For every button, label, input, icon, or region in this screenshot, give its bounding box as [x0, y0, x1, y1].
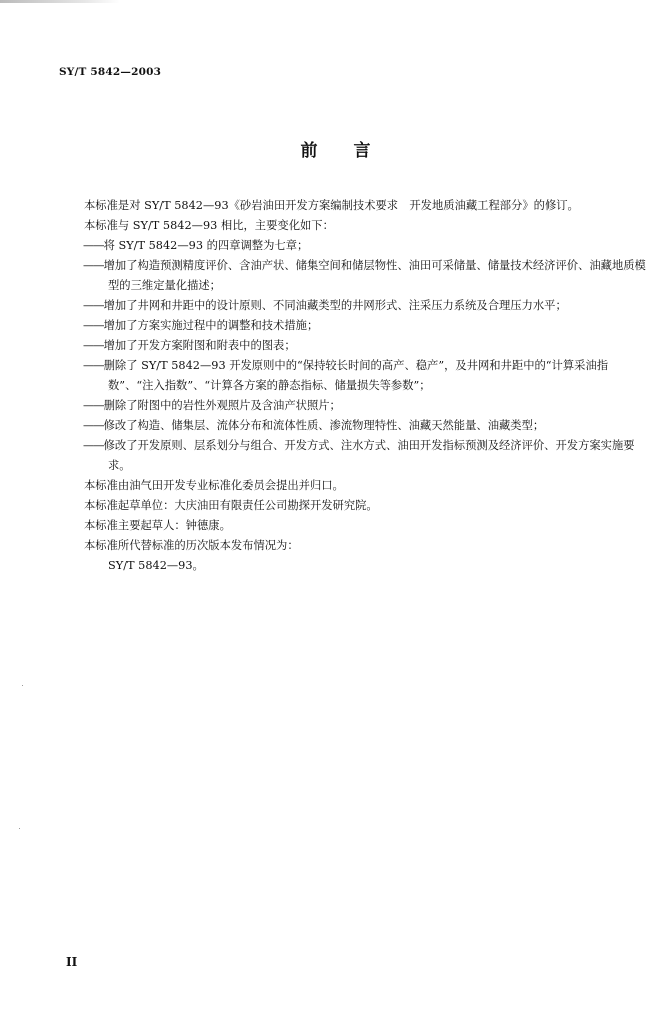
change-item: [59, 336, 647, 356]
change-item-text: 增加了开发方案附图和附表中的图表；: [103, 339, 296, 352]
change-item-text: 将 SY/T 5842—93 的四章调整为七章；: [103, 239, 309, 252]
change-item-text: 删除了附图中的岩性外观照片及含油产状照片；: [103, 399, 341, 412]
dash-glyph: ——: [83, 419, 104, 432]
change-item: [59, 256, 647, 296]
standard-number: SY/T 5842—2003: [59, 66, 162, 78]
change-item-text: 增加了井网和井距中的设计原则、不同油藏类型的井网形式、注采压力系统及合理压力水平；: [103, 299, 567, 312]
page-title: 前言: [300, 141, 407, 161]
change-item-text: 增加了方案实施过程中的调整和技术措施；: [103, 319, 319, 332]
foreword-body: [59, 196, 647, 576]
changes-lead-paragraph: 本标准与 SY/T 5842—93 相比，主要变化如下：: [84, 219, 334, 232]
change-item-text: 修改了构造、储集层、流体分布和流体性质、渗流物理特性、油藏天然能量、油藏类型；: [103, 419, 545, 432]
change-item: [59, 436, 647, 476]
drafters-paragraph: 本标准主要起草人：钟德康。: [84, 519, 231, 532]
change-item-text: 修改了开发原则、层系划分与组合、开发方式、注水方式、油田开发指标预测及经济评价、开发方案实施要求。: [103, 439, 635, 472]
dash-glyph: ——: [83, 239, 104, 252]
history-lead-paragraph: 本标准所代替标准的历次版本发布情况为：: [84, 539, 299, 552]
change-item: [59, 356, 647, 396]
change-item: [59, 416, 647, 436]
dash-glyph: ——: [83, 439, 104, 452]
history-item: SY/T 5842—93。: [108, 559, 204, 572]
change-item-text: 删除了 SY/T 5842—93 开发原则中的“保持较长时间的高产、稳产”，及井网和井距中的“计算采油指数”、“注入指数”、“计算各方案的静态指标、储量损失等参数”；: [103, 359, 609, 392]
change-item: [59, 316, 647, 336]
change-item: [59, 296, 647, 316]
proposer-paragraph: 本标准由油气田开发专业标准化委员会提出并归口。: [84, 479, 344, 492]
change-item: [59, 236, 647, 256]
intro-paragraph: 本标准是对 SY/T 5842—93《砂岩油田开发方案编制技术要求 开发地质油藏工程部分》的修订。: [84, 199, 579, 212]
dash-glyph: ——: [83, 299, 104, 312]
dash-glyph: ——: [83, 359, 104, 372]
scan-speck: [19, 828, 20, 829]
dash-glyph: ——: [83, 399, 104, 412]
dash-glyph: ——: [83, 259, 104, 272]
dash-glyph: ——: [83, 339, 104, 352]
page-number: II: [66, 955, 78, 969]
drafting-unit-paragraph: 本标准起草单位：大庆油田有限责任公司勘探开发研究院。: [84, 499, 378, 512]
change-item: [59, 396, 647, 416]
scan-edge-artifact: [0, 0, 120, 3]
scan-speck: [22, 685, 23, 686]
dash-glyph: ——: [83, 319, 104, 332]
change-item-text: 增加了构造预测精度评价、含油产状、储集空间和储层物性、油田可采储量、储量技术经济评价、油藏地质模型的三维定量化描述；: [103, 259, 646, 292]
changes-list: [59, 236, 647, 476]
